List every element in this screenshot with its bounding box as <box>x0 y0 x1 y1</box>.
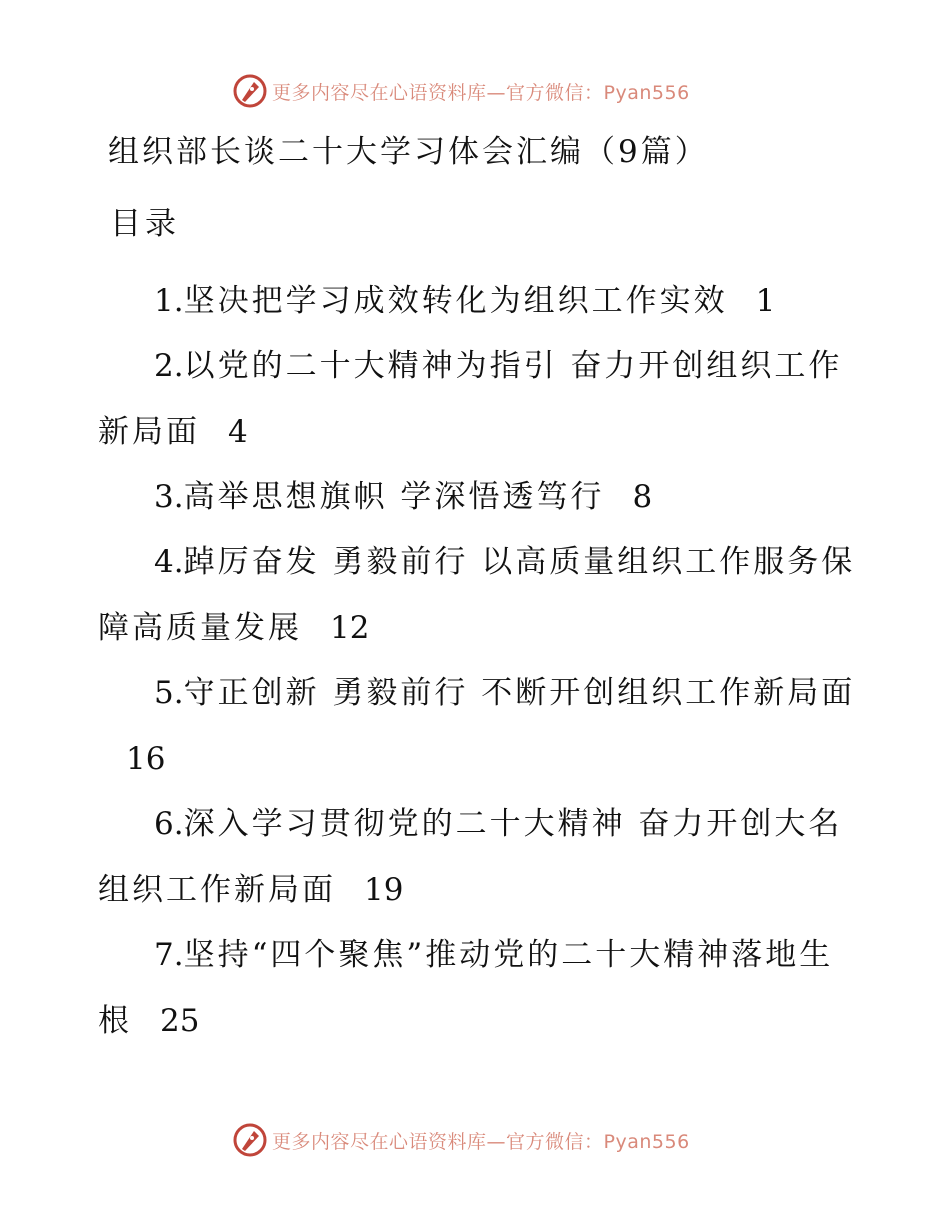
toc-entry[interactable] <box>98 922 858 1054</box>
toc-entry-page: 1 <box>755 283 776 319</box>
toc-entry-number: 5. <box>154 675 184 711</box>
toc-entry-number: 7. <box>154 937 184 973</box>
watermark-text: 更多内容尽在心语资料库—官方微信：Pyan556 <box>272 81 690 104</box>
pen-nib-circle-icon <box>232 73 268 109</box>
toc-entry-title: 坚持“四个聚焦”推动党的二十大精神落地生根 <box>98 937 834 1039</box>
toc-entry-page: 19 <box>364 872 404 908</box>
toc-entry-number: 4. <box>154 544 184 580</box>
toc-entry-page: 12 <box>330 610 370 646</box>
toc-entry-title: 坚决把学习成效转化为组织工作实效 <box>183 283 728 319</box>
toc-entry[interactable] <box>98 333 858 465</box>
document-title: 组织部长谈二十大学习体会汇编（9篇） <box>108 134 709 170</box>
toc-entry-title: 踔厉奋发 勇毅前行 以高质量组织工作服务保障高质量发展 <box>98 544 856 646</box>
toc-entry-title: 高举思想旗帜 学深悟透笃行 <box>183 479 605 515</box>
watermark-banner-top <box>232 71 690 111</box>
toc-entry[interactable] <box>98 464 858 530</box>
toc-entry-page: 25 <box>160 1003 200 1039</box>
toc-entry-title: 深入学习贯彻党的二十大精神 奋力开创大名组织工作新局面 <box>98 806 843 908</box>
table-of-contents <box>98 268 858 1053</box>
toc-entry-page: 8 <box>632 479 653 515</box>
toc-entry[interactable] <box>98 268 858 334</box>
toc-entry-number: 2. <box>154 348 184 384</box>
toc-entry-page: 4 <box>228 414 248 450</box>
toc-heading: 目录 <box>110 206 180 242</box>
watermark-text: 更多内容尽在心语资料库—官方微信：Pyan556 <box>272 1130 690 1153</box>
toc-entry-number: 3. <box>154 479 184 515</box>
toc-entry-title: 以党的二十大精神为指引 奋力开创组织工作新局面 <box>98 348 843 450</box>
toc-entry[interactable] <box>98 529 858 661</box>
toc-entry-number: 6. <box>154 806 184 842</box>
toc-entry[interactable] <box>98 660 858 792</box>
toc-entry-title: 守正创新 勇毅前行 不断开创组织工作新局面 <box>183 675 856 711</box>
toc-entry-number: 1. <box>154 283 184 319</box>
toc-entry-page: 16 <box>126 741 166 777</box>
watermark-banner-bottom <box>232 1120 690 1160</box>
toc-entry[interactable] <box>98 791 858 923</box>
pen-nib-circle-icon <box>232 1122 268 1158</box>
